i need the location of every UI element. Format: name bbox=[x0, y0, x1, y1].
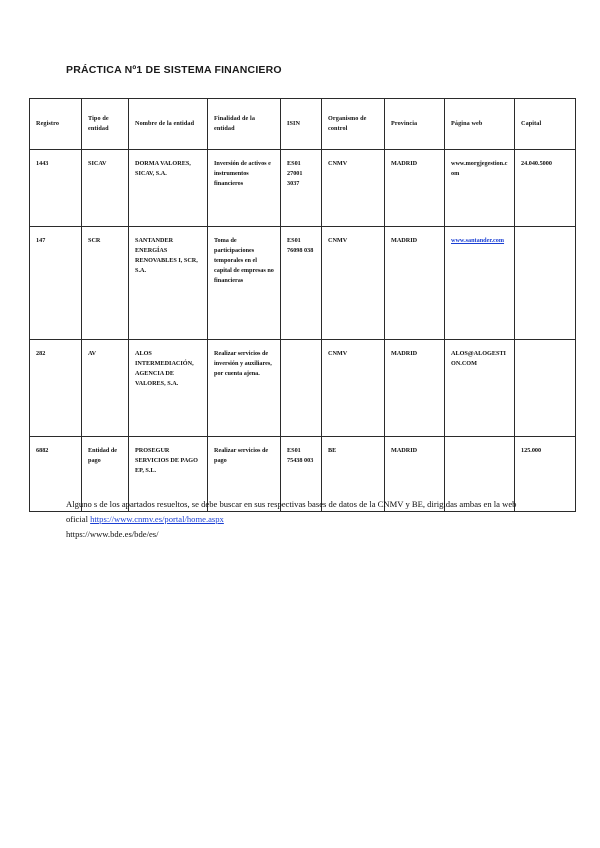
column-header-label: Capital bbox=[521, 119, 542, 127]
cell-value: DORMA VALORES, SICAV, S.A. bbox=[135, 160, 191, 178]
cell-capital bbox=[515, 340, 576, 437]
cell-value: ALOS INTERMEDIACIÓN, AGENCIA DE VALORES, S.A. bbox=[135, 350, 194, 388]
cell-value: ALOS@ALOGESTION.COM bbox=[451, 350, 506, 368]
table-row bbox=[30, 340, 576, 437]
cell-organismo-control bbox=[322, 340, 385, 437]
cell-value: 1443 bbox=[36, 160, 49, 167]
table-header-row bbox=[30, 99, 576, 150]
column-header-label: Finalidad de la entidad bbox=[214, 114, 256, 132]
cell-value: ES01 76098 038 bbox=[287, 237, 314, 255]
cell-value: MADRID bbox=[391, 350, 418, 357]
cell-value: 6882 bbox=[36, 447, 49, 454]
footer-note-text: Alguno s de los apartados resueltos, se debe buscar en sus respectivas bases de datos de la CNMV y BE, dirigidas ambas en la web oficial bbox=[66, 499, 517, 524]
cell-value: www.morgjegestion.com bbox=[451, 160, 508, 178]
cell-finalidad-entidad bbox=[208, 340, 281, 437]
column-header-label: Página web bbox=[451, 119, 483, 127]
cell-nombre-entidad bbox=[129, 340, 208, 437]
column-header-organismo-control bbox=[322, 99, 385, 150]
cell-value: Realizar servicios de inversión y auxiliares, por cuenta ajena. bbox=[214, 350, 272, 378]
cell-value: CNMV bbox=[328, 237, 348, 244]
cell-isin bbox=[281, 227, 322, 340]
cell-value: SANTANDER ENERGÍAS RENOVABLES I, SCR, S.A. bbox=[135, 237, 198, 275]
cell-tipo-entidad bbox=[82, 340, 129, 437]
table-row bbox=[30, 227, 576, 340]
cell-value: CNMV bbox=[328, 350, 348, 357]
cell-registro bbox=[30, 150, 82, 227]
column-header-finalidad-entidad bbox=[208, 99, 281, 150]
page-title: PRÁCTICA Nº1 DE SISTEMA FINANCIERO bbox=[66, 64, 282, 76]
column-header-tipo-entidad bbox=[82, 99, 129, 150]
cell-value: MADRID bbox=[391, 237, 418, 244]
cnmv-portal-link[interactable]: https://www.cnmv.es/portal/home.aspx bbox=[90, 513, 224, 524]
cell-isin bbox=[281, 150, 322, 227]
cell-value: ES01 75438 003 bbox=[287, 447, 314, 465]
cell-pagina-web bbox=[445, 340, 515, 437]
cell-value: BE bbox=[328, 447, 337, 454]
website-link[interactable]: www.santander.com bbox=[451, 237, 505, 244]
cell-registro bbox=[30, 227, 82, 340]
cell-nombre-entidad bbox=[129, 227, 208, 340]
cell-nombre-entidad bbox=[129, 150, 208, 227]
column-header-pagina-web bbox=[445, 99, 515, 150]
column-header-nombre-entidad bbox=[129, 99, 208, 150]
cell-finalidad-entidad bbox=[208, 150, 281, 227]
column-header-label: Registro bbox=[36, 119, 60, 127]
cell-organismo-control bbox=[322, 150, 385, 227]
cell-value: 147 bbox=[36, 237, 46, 244]
cell-pagina-web bbox=[445, 150, 515, 227]
cell-value: 24.040.5000 bbox=[521, 160, 552, 167]
cell-value: Realizar servicios de pago bbox=[214, 447, 269, 465]
cell-finalidad-entidad bbox=[208, 227, 281, 340]
cell-value: SICAV bbox=[88, 160, 107, 167]
column-header-label: Provincia bbox=[391, 119, 418, 127]
cell-value: MADRID bbox=[391, 447, 418, 454]
cell-value: Entidad de pago bbox=[88, 447, 118, 465]
cell-organismo-control bbox=[322, 227, 385, 340]
cell-value: MADRID bbox=[391, 160, 418, 167]
cell-value: Toma de participaciones temporales en el capital de empresas no financieras bbox=[214, 237, 274, 285]
cell-tipo-entidad bbox=[82, 150, 129, 227]
footer-note bbox=[66, 497, 536, 541]
column-header-label: Organismo de control bbox=[328, 114, 367, 132]
cell-value: AV bbox=[88, 350, 97, 357]
cell-value: Inversión de activos e instrumentos financieros bbox=[214, 160, 271, 188]
cell-value: 125.000 bbox=[521, 447, 542, 454]
cell-provincia bbox=[385, 340, 445, 437]
cell-provincia bbox=[385, 150, 445, 227]
table-row bbox=[30, 150, 576, 227]
cell-value: PROSEGUR SERVICIOS DE PAGO EP, S.L. bbox=[135, 447, 198, 475]
cell-isin bbox=[281, 340, 322, 437]
cell-provincia bbox=[385, 227, 445, 340]
bde-url-text: https://www.bde.es/bde/es/ bbox=[66, 528, 159, 539]
entities-table bbox=[29, 98, 576, 512]
cell-value: ES01 27001 3037 bbox=[287, 160, 303, 188]
cell-value: 282 bbox=[36, 350, 46, 357]
column-header-registro bbox=[30, 99, 82, 150]
cell-capital bbox=[515, 150, 576, 227]
cell-registro bbox=[30, 340, 82, 437]
entities-table-container bbox=[29, 98, 575, 512]
cell-tipo-entidad bbox=[82, 227, 129, 340]
cell-value: SCR bbox=[88, 237, 101, 244]
column-header-label: Nombre de la entidad bbox=[135, 119, 195, 127]
column-header-isin bbox=[281, 99, 322, 150]
cell-pagina-web bbox=[445, 227, 515, 340]
column-header-label: ISIN bbox=[287, 119, 301, 127]
cell-value: CNMV bbox=[328, 160, 348, 167]
column-header-provincia bbox=[385, 99, 445, 150]
column-header-capital bbox=[515, 99, 576, 150]
cell-capital bbox=[515, 227, 576, 340]
column-header-label: Tipo de entidad bbox=[88, 114, 109, 132]
